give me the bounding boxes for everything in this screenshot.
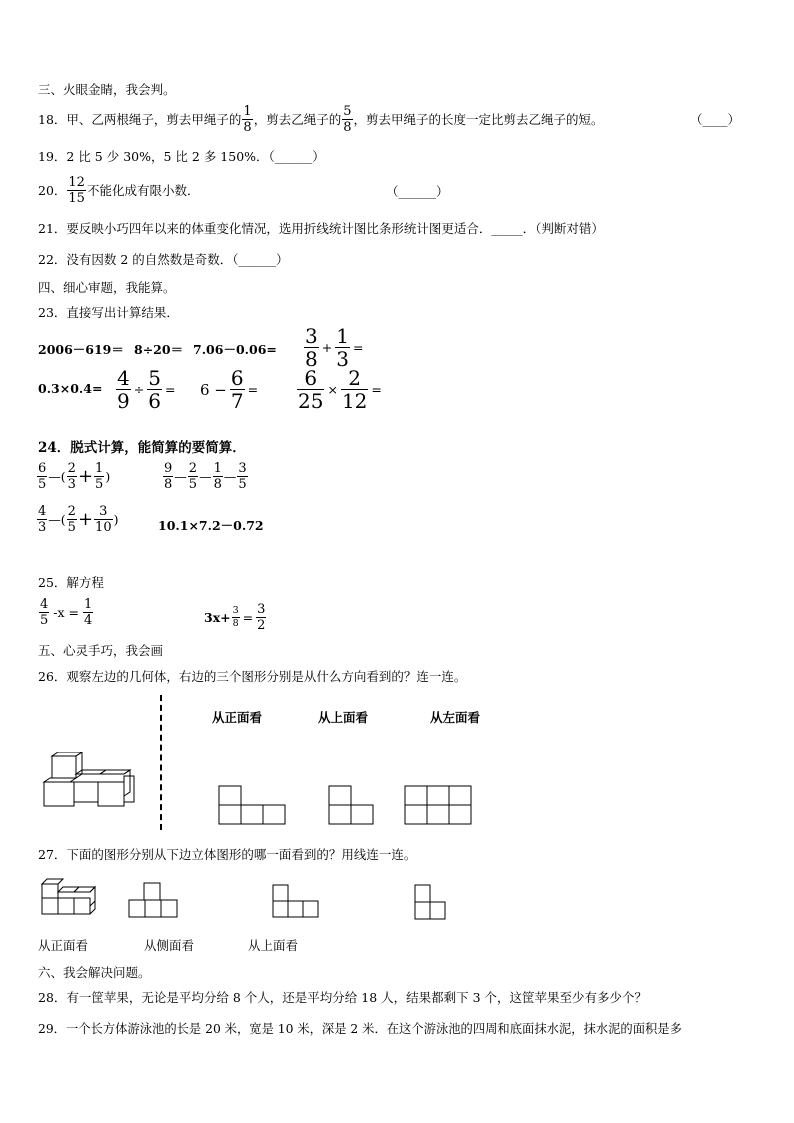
calc-6-minus-6-7: 6 − $\frac{6}{7}$ = [200, 366, 259, 413]
q26-view-3 [404, 785, 476, 825]
q18-answer-blank[interactable]: （____） [690, 112, 741, 127]
q27-label-side: 从侧面看 [144, 938, 195, 953]
q20-text: 不能化成有限小数． [86, 183, 200, 198]
equation-25-a: $\frac{4}{5}$ -x = $\frac{1}{4}$ [40, 597, 93, 628]
q18-number: 18． [38, 112, 67, 127]
question-19: 19．2 比 5 少 30%，5 比 2 多 150%．（______） [38, 149, 325, 164]
q27-view-1 [128, 882, 180, 920]
question-23-title: 23．直接写出计算结果． [38, 305, 179, 320]
calc-4-9-div-5-6: $\frac{4}{9}$ ÷ $\frac{5}{6}$ = [117, 366, 176, 413]
q27-view-2 [272, 884, 320, 920]
question-18 [38, 102, 604, 136]
q26-label-top: 从上面看 [318, 710, 369, 725]
calc-7.06-minus-0.06: 7.06－0.06= [193, 342, 277, 357]
q18-fraction-2: $\frac{5}{8}$ [343, 103, 352, 135]
question-24-title: 24．脱式计算，能简算的要简算． [38, 440, 246, 456]
calc-24-a: $\frac{6}{5}$ — ( $\frac{2}{3}$ + $\frac{1}{5}$ ) [38, 461, 111, 492]
question-27-title: 27．下面的图形分别从下边立体图形的哪一面看到的？用线连一连。 [38, 847, 417, 862]
q18-text-3: ，剪去甲绳子的长度一定比剪去乙绳子的短。 [353, 112, 604, 127]
section-4-heading: 四、细心审题，我能算。 [38, 280, 176, 295]
dashed-separator [160, 695, 162, 830]
question-28: 28．有一筐苹果，无论是平均分给 8 个人，还是平均分给 18 人，结果都剩下 3 个，这筐苹果至少有多少个？ [38, 990, 648, 1005]
q20-answer-blank[interactable]: （______） [386, 184, 449, 199]
q20-number: 20． [38, 183, 67, 198]
section-3-heading: 三、火眼金睛，我会判。 [38, 82, 176, 97]
q26-label-front: 从正面看 [212, 710, 263, 725]
question-20 [38, 172, 199, 208]
calc-24-c: $\frac{4}{3}$ — ( $\frac{2}{5}$ + $\frac{3}{10}$ ) [38, 504, 119, 535]
calc-6-25-times-2-12: $\frac{6}{25}$ × $\frac{2}{12}$ = [298, 366, 382, 413]
q26-view-1 [218, 785, 290, 825]
question-21: 21．要反映小巧四年以来的体重变化情况，选用折线统计图比条形统计图更适合．_____．（判断对错） [38, 221, 604, 236]
q26-solid-figure [40, 752, 140, 810]
calc-3-8-plus-1-3: $\frac{3}{8}$ + $\frac{1}{3}$ = [305, 324, 364, 371]
q26-label-left: 从左面看 [430, 710, 481, 725]
question-22: 22．没有因数 2 的自然数是奇数．（______） [38, 252, 289, 267]
calc-10.1-times-7.2-minus-0.72: 10.1×7.2－0.72 [158, 518, 264, 533]
q26-view-2 [328, 785, 378, 825]
q18-fraction-1: $\frac{1}{8}$ [243, 103, 252, 135]
q27-solid-figure [38, 874, 102, 920]
equation-25-b: 3x+ $\frac{3}{8}$ = $\frac{3}{2}$ [204, 601, 266, 633]
calc-2006-minus-619: 2006－619＝ [38, 342, 124, 357]
question-25-title: 25．解方程 [38, 575, 104, 590]
section-6-heading: 六、我会解决问题。 [38, 965, 151, 980]
calc-8-div-20: 8÷20＝ [134, 342, 184, 357]
section-5-heading: 五、心灵手巧，我会画 [38, 643, 164, 658]
q18-text-1: 甲、乙两根绳子，剪去甲绳子的 [66, 112, 242, 127]
q27-view-3 [414, 884, 448, 924]
q18-text-2: ，剪去乙绳子的 [253, 112, 342, 127]
q27-label-front: 从正面看 [38, 938, 89, 953]
q20-fraction: $\frac{12}{15}$ [68, 174, 85, 206]
calc-0.3-times-0.4: 0.3×0.4= [38, 381, 103, 396]
calc-24-b: $\frac{9}{8}$ — $\frac{2}{5}$ — $\frac{1}{8}$ — $\frac{3}{5}$ [164, 461, 247, 492]
question-26-title: 26．观察左边的几何体，右边的三个图形分别是从什么方向看到的？连一连。 [38, 669, 467, 684]
question-29: 29．一个长方体游泳池的长是 20 米，宽是 10 米，深是 2 米．在这个游泳池的四周和底面抹水泥，抹水泥的面积是多 [38, 1022, 682, 1036]
q27-label-top: 从上面看 [248, 938, 299, 953]
